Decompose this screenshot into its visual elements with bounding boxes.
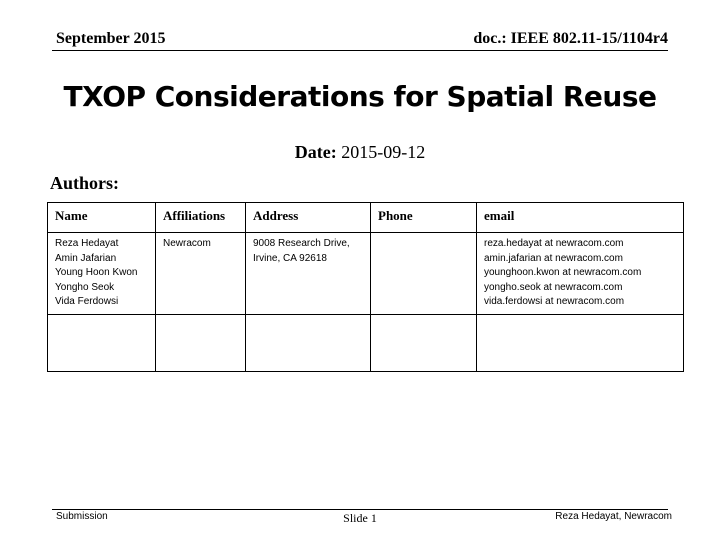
author-email: reza.hedayat at newracom.com	[484, 238, 624, 249]
email-cell	[477, 233, 684, 315]
empty-cell	[48, 314, 156, 371]
slide-number: Slide 1	[343, 511, 377, 525]
footer-submission: Submission	[56, 511, 108, 522]
empty-cell	[246, 314, 371, 371]
column-header-phone: Phone	[371, 203, 477, 233]
table-header-row	[48, 203, 684, 233]
empty-cell	[477, 314, 684, 371]
affiliation-cell	[156, 233, 246, 315]
footer-author: Reza Hedayat, Newracom	[555, 511, 672, 522]
author-name: Vida Ferdowsi	[55, 296, 119, 307]
table-row-empty	[48, 314, 684, 371]
author-email: amin.jafarian at newracom.com	[484, 252, 623, 264]
slide-title: TXOP Considerations for Spatial Reuse	[63, 80, 657, 113]
empty-cell	[156, 314, 246, 371]
footer-divider	[52, 509, 668, 510]
authors-heading: Authors:	[50, 173, 120, 193]
date-value: 2015-09-12	[341, 142, 426, 162]
date-line	[0, 142, 720, 163]
empty-cell	[371, 314, 477, 371]
affiliation: Newracom	[163, 238, 211, 249]
author-email: yongho.seok at newracom.com	[484, 281, 623, 293]
address-line: Irvine, CA 92618	[253, 252, 327, 264]
phone-cell	[371, 233, 477, 315]
header-divider	[52, 50, 668, 51]
table-row	[48, 233, 684, 315]
author-name: Amin Jafarian	[55, 252, 117, 264]
author-name: Reza Hedayat	[55, 238, 119, 249]
date-label: Date:	[294, 142, 337, 162]
column-header-affiliations: Affiliations	[156, 203, 246, 233]
column-header-address: Address	[246, 203, 371, 233]
author-name: Yongho Seok	[55, 281, 115, 293]
address-cell	[246, 233, 371, 315]
author-email: younghoon.kwon at newracom.com	[484, 267, 642, 278]
author-email: vida.ferdowsi at newracom.com	[484, 296, 625, 307]
authors-table	[47, 202, 684, 372]
author-names-cell	[48, 233, 156, 315]
address-line: 9008 Research Drive,	[253, 238, 350, 249]
header-doc-id: doc.: IEEE 802.11-15/1104r4	[473, 30, 668, 47]
author-name: Young Hoon Kwon	[55, 267, 138, 278]
column-header-name: Name	[48, 203, 156, 233]
header-date: September 2015	[56, 30, 166, 47]
column-header-email: email	[477, 203, 684, 233]
